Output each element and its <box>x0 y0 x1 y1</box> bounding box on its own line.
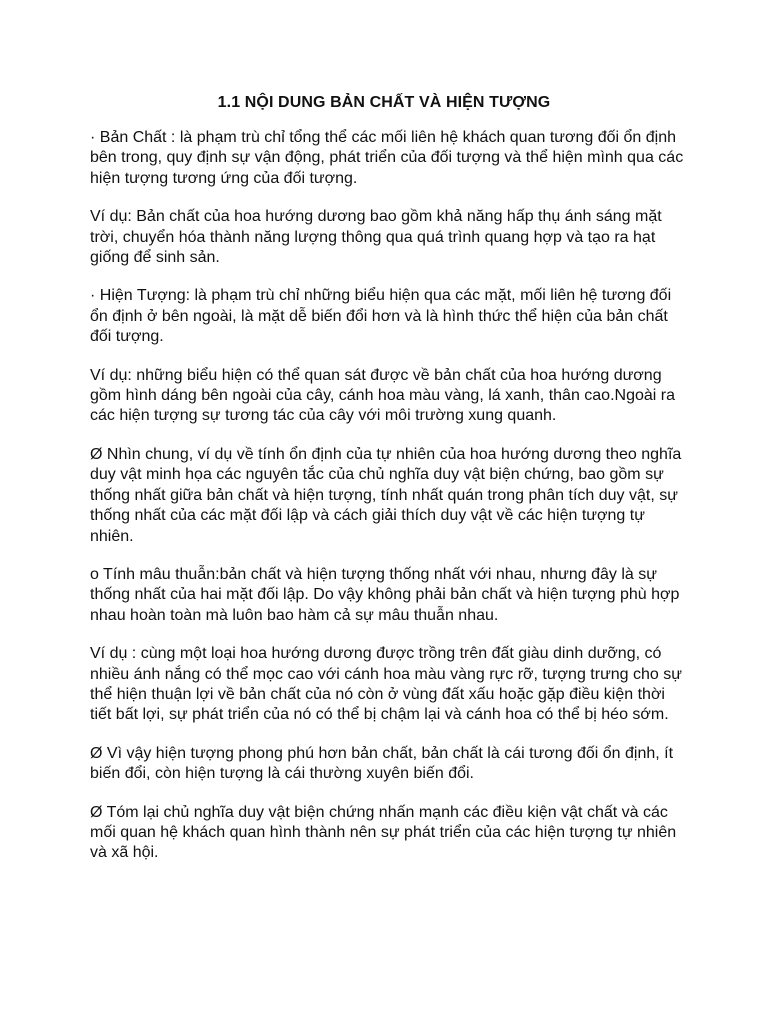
paragraph-phenomenon-richer: Ø Vì vậy hiện tượng phong phú hơn bản chất, bản chất là cái tương đối ổn định, ít biến đổi, còn hiện tượng là cái thường xuyên biến đổi. <box>90 744 674 783</box>
document-body <box>90 128 686 882</box>
paragraph-contradiction: o Tính mâu thuẫn:bản chất và hiện tượng thống nhất với nhau, nhưng đây là sự thống nhất của hai mặt đối lập. Do vậy không phải bản chất và hiện tượng phù hợp nhau hoàn toàn mà luôn bao hàm cả sự mâu thuẫn nhau. <box>90 565 680 624</box>
paragraph-phenomenon-definition: · Hiện Tượng: là phạm trù chỉ những biểu hiện qua các mặt, mối liên hệ tương đối ổn định ở bên ngoài, là mặt dễ biến đổi hơn và là hình thức thể hiện của bản chất đối tượng. <box>90 287 672 346</box>
paragraph-general-summary: Ø Nhìn chung, ví dụ về tính ổn định của tự nhiên của hoa hướng dương theo nghĩa duy vật minh họa các nguyên tắc của chủ nghĩa duy vật biện chứng, bao gồm sự thống nhất giữa bản chất và hiện tượng, tính nhất quán trong phân tích duy vật, sự thống nhất của các mặt đối lập và cách giải thích duy vật về các hiện tượng tự nhiên. <box>90 445 682 545</box>
paragraph-contradiction-example: Ví dụ : cùng một loại hoa hướng dương được trồng trên đất giàu dinh dưỡng, có nhiều ánh nắng có thể mọc cao với cánh hoa màu vàng rực rỡ, tượng trưng cho sự thể hiện thuận lợi về bản chất của nó còn ở vùng đất xấu hoặc gặp điều kiện thời tiết bất lợi, sự phát triển của nó có thể bị chậm lại và cánh hoa có thể bị héo sớm. <box>90 645 682 724</box>
paragraph-conclusion: Ø Tóm lại chủ nghĩa duy vật biện chứng nhấn mạnh các điều kiện vật chất và các mối quan hệ khách quan hình thành nên sự phát triển của các hiện tượng tự nhiên và xã hội. <box>90 803 677 862</box>
paragraph-essence-definition: · Bản Chất : là phạm trù chỉ tổng thể các mối liên hệ khách quan tương đối ổn định bên trong, quy định sự vận động, phát triển của đối tượng và thể hiện mình qua các hiện tượng tương ứng của đối tượng. <box>90 129 684 187</box>
paragraph-essence-example: Ví dụ: Bản chất của hoa hướng dương bao gồm khả năng hấp thụ ánh sáng mặt trời, chuyển hóa thành năng lượng thông qua quá trình quang hợp và tạo ra hạt giống để sinh sản. <box>90 208 662 267</box>
paragraph-phenomenon-example: Ví dụ: những biểu hiện có thể quan sát được về bản chất của hoa hướng dương gồm hình dáng bên ngoài của cây, cánh hoa màu vàng, lá xanh, thân cao.Ngoài ra các hiện tượng sự tương tác của cây với môi trường xung quanh. <box>90 366 675 425</box>
document-title: 1.1 NỘI DUNG BẢN CHẤT VÀ HIỆN TƯỢNG <box>217 94 551 111</box>
